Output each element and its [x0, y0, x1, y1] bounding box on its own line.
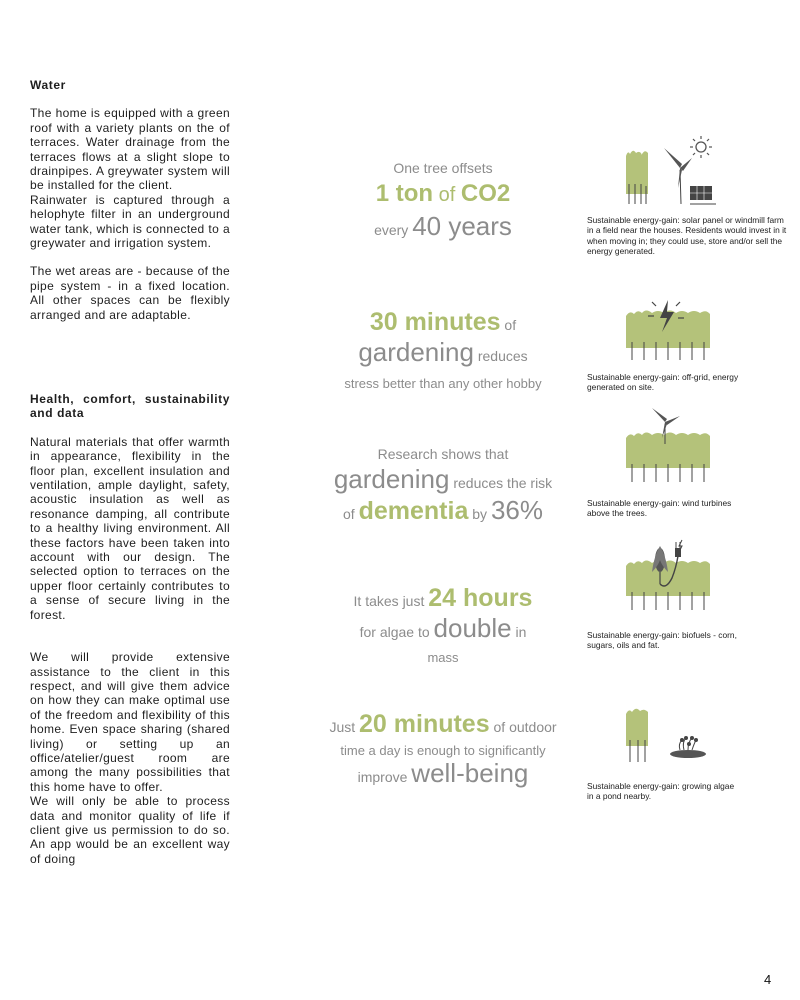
- stat-3-line-2: [318, 464, 568, 495]
- stat-3-highlight: dementia: [358, 497, 469, 525]
- stat-2-gardening: gardening: [358, 337, 474, 367]
- stat-4-takes: It takes just: [353, 593, 429, 609]
- stat-2-line-3: stress better than any other hobby: [344, 376, 542, 391]
- stat-4-line-2: [318, 613, 568, 644]
- water-section: [30, 78, 230, 322]
- stat-4-for-algae: for algae to: [359, 624, 434, 640]
- stat-2-of: of: [500, 317, 517, 333]
- stat-1-every: every: [374, 222, 413, 238]
- stat-dementia: [318, 444, 568, 526]
- stat-4-line-1: [318, 584, 568, 613]
- stat-1-highlight-ton: 1 ton: [375, 180, 434, 207]
- stat-5-line-3: [318, 758, 568, 789]
- caption-solar-windmill: Sustainable energy-gain: solar panel or windmill farm in a field near the houses. Residents would invest in it when moving in; they could use, store and/or sell the energy generated.: [587, 215, 787, 257]
- stat-1-line-3: [318, 211, 568, 242]
- lightning-icon: [622, 296, 714, 364]
- stat-1-years: 40 years: [412, 211, 512, 241]
- stat-4-highlight: 24 hours: [428, 584, 533, 612]
- stat-gardening-stress: [318, 308, 568, 391]
- stat-1-line-2: [318, 178, 568, 211]
- stat-2-line-2: [318, 337, 568, 368]
- health-heading: Health, comfort, sustainability and data: [30, 392, 230, 421]
- stat-5-highlight: 20 minutes: [359, 710, 490, 738]
- stat-2-reduces: reduces: [473, 348, 528, 364]
- stat-3-percent: 36%: [490, 495, 543, 525]
- stat-1-highlight-co2: CO2: [460, 180, 511, 207]
- biofuel-icon: [622, 538, 714, 614]
- stat-5-just: Just: [329, 719, 360, 735]
- stat-tree-offsets: [318, 158, 568, 242]
- stat-well-being: [318, 710, 568, 789]
- stat-5-line-1: [318, 710, 568, 739]
- stat-algae: [318, 584, 568, 665]
- solar-windmill-icon: [620, 134, 720, 214]
- stat-5-well-being: well-being: [411, 758, 529, 788]
- caption-algae: Sustainable energy-gain: growing algae in a pond nearby.: [587, 781, 735, 802]
- stat-3-by: by: [468, 506, 491, 522]
- stat-2-highlight: 30 minutes: [369, 308, 501, 336]
- caption-biofuels: Sustainable energy-gain: biofuels - corn, sugars, oils and fat.: [587, 630, 737, 651]
- water-paragraph-3: The wet areas are - because of the pipe system - in a fixed location. All other spaces can be flexibly arranged and are adaptable.: [30, 264, 230, 322]
- wind-turbine-icon: [622, 404, 714, 486]
- caption-off-grid: Sustainable energy-gain: off-grid, energy generated on site.: [587, 372, 739, 393]
- stat-1-of: of: [433, 184, 461, 206]
- stat-4-line-3: mass: [427, 650, 459, 665]
- stat-4-in: in: [511, 624, 527, 640]
- health-paragraph-3: We will only be able to process data and monitor quality of life if client give us permission to do so. An app would be an excellent way of doing: [30, 794, 230, 866]
- stat-2-line-1: [318, 308, 568, 337]
- stat-5-improve: improve: [357, 769, 412, 785]
- page-number: 4: [764, 972, 772, 987]
- stat-5-line-2: time a day is enough to significantly: [340, 743, 546, 758]
- stat-3-reduces: reduces the risk: [449, 475, 553, 491]
- water-paragraph-2: Rainwater is captured through a helophyte filter in an underground water tank, which is connected to a greywater and irrigation system.: [30, 192, 230, 251]
- stat-1-line-1: One tree offsets: [393, 160, 493, 176]
- stat-3-of: of: [343, 506, 359, 522]
- algae-pond-icon: [622, 704, 714, 770]
- water-heading: Water: [30, 78, 66, 92]
- health-paragraph-1: Natural materials that offer warmth in appearance, flexibility in the floor plan, excellent insulation and ventilation, ample daylight, safety, acoustic insulation as well as resonance damping, all contribute to a healthy living environment. All these factors have been taken into account with our design. The selected option to terraces on the upper floor certainly contributes to a sense of secure living in the forest.: [30, 434, 230, 622]
- stat-3-line-3: [318, 495, 568, 526]
- water-paragraph-1: The home is equipped with a green roof with a variety plants on the of terraces. Water drainage from the terraces flows at a slight slope to drainpipes. A greywater system will be installed for the client.: [30, 106, 230, 193]
- health-section: [30, 392, 230, 866]
- stat-5-outdoor: of outdoor: [489, 719, 557, 735]
- caption-wind-turbines: Sustainable energy-gain: wind turbines above the trees.: [587, 498, 732, 519]
- health-paragraph-2: We will provide extensive assistance to the client in this respect, and will give them advice on how they can make optimal use of the freedom and flexibility of this home. Even space sharing (shared living) or setting up an office/atelier/guest room are among the many possibilities that this home have to offer.: [30, 650, 230, 794]
- stat-4-double: double: [433, 613, 512, 643]
- stat-3-gardening: gardening: [333, 464, 450, 494]
- stat-3-line-1: Research shows that: [377, 446, 509, 462]
